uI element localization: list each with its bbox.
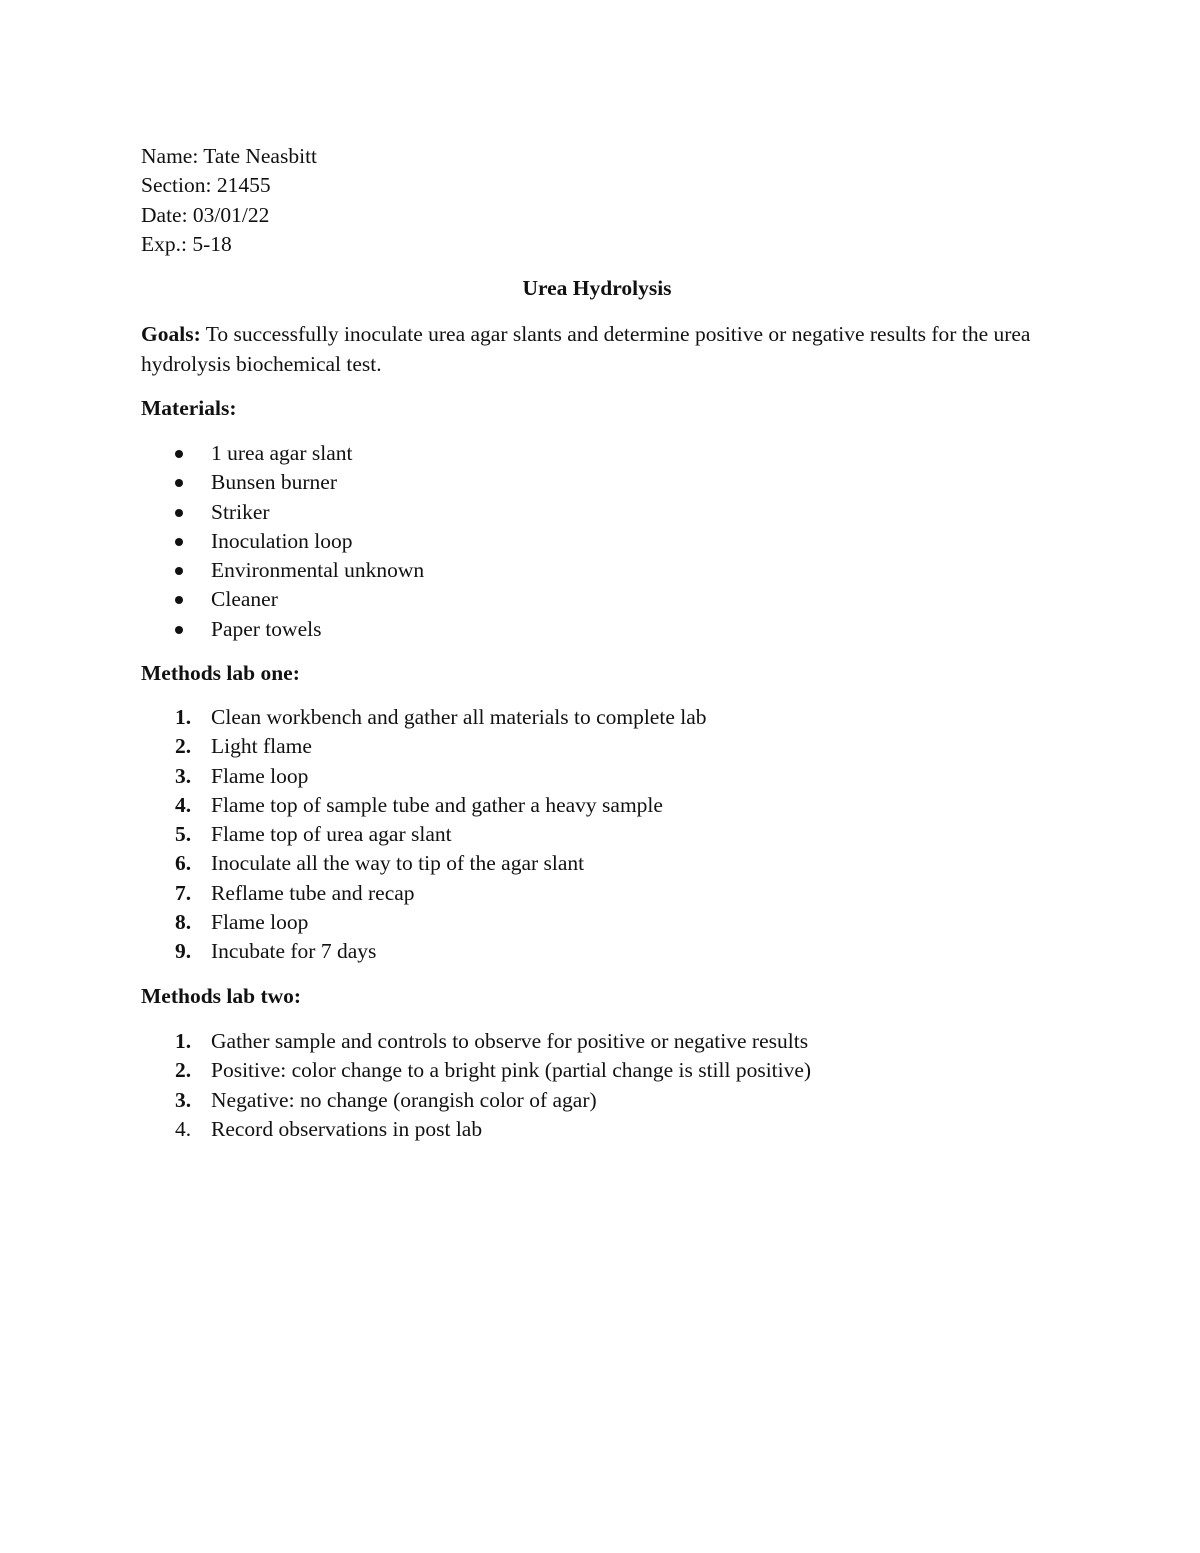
list-item: 8. Flame loop bbox=[175, 910, 309, 935]
list-item: 7. Reflame tube and recap bbox=[175, 880, 415, 905]
date-line: Date: 03/01/22 bbox=[141, 202, 270, 227]
list-item: 1. Clean workbench and gather all materials to complete lab bbox=[175, 705, 707, 729]
methods-one-heading: Methods lab one: bbox=[141, 661, 300, 685]
header-info bbox=[141, 142, 317, 259]
list-item: Environmental unknown bbox=[141, 556, 424, 585]
list-item: 9. Incubate for 7 days bbox=[175, 939, 377, 964]
exp-line: Exp.: 5-18 bbox=[141, 231, 232, 256]
materials-heading: Materials: bbox=[141, 396, 237, 420]
goals-label: Goals: bbox=[141, 322, 201, 346]
list-item: 4. Flame top of sample tube and gather a heavy sample bbox=[175, 792, 663, 817]
methods-two-list bbox=[141, 1027, 811, 1144]
bullet-icon bbox=[175, 626, 183, 634]
bullet-icon bbox=[175, 479, 183, 487]
name-line: Name: Tate Neasbitt bbox=[141, 144, 318, 168]
list-item: 1. Gather sample and controls to observe for positive or negative results bbox=[175, 1029, 809, 1053]
document-title: Urea Hydrolysis bbox=[522, 276, 672, 300]
list-item: 2. Positive: color change to a bright pink (partial change is still positive) bbox=[175, 1058, 812, 1083]
methods-two-heading: Methods lab two: bbox=[141, 984, 302, 1008]
bullet-icon bbox=[175, 596, 183, 604]
section-line: Section: 21455 bbox=[141, 173, 271, 198]
methods-one-list bbox=[141, 703, 707, 967]
bullet-icon bbox=[175, 509, 183, 517]
bullet-icon bbox=[175, 567, 183, 575]
bullet-icon bbox=[175, 538, 183, 546]
list-item: 4. Record observations in post lab bbox=[175, 1116, 483, 1141]
goals-paragraph bbox=[141, 319, 1046, 379]
materials-list bbox=[141, 439, 424, 644]
list-item: Cleaner bbox=[141, 585, 424, 614]
bullet-icon bbox=[175, 450, 183, 458]
list-item: Paper towels bbox=[141, 615, 424, 644]
list-item: 3. Flame loop bbox=[175, 763, 309, 788]
goals-text: To successfully inoculate urea agar slants and determine positive or negative results for the urea hydrolysis biochemical test. bbox=[141, 322, 1031, 376]
list-item: Inoculation loop bbox=[141, 527, 424, 556]
list-item: 3. Negative: no change (orangish color of agar) bbox=[175, 1087, 597, 1112]
list-item: Bunsen burner bbox=[141, 468, 424, 497]
list-item: 6. Inoculate all the way to tip of the agar slant bbox=[175, 851, 585, 876]
list-item: 2. Light flame bbox=[175, 734, 312, 759]
list-item: 5. Flame top of urea agar slant bbox=[175, 822, 452, 847]
list-item: 1 urea agar slant bbox=[141, 439, 424, 468]
list-item: Striker bbox=[141, 498, 424, 527]
